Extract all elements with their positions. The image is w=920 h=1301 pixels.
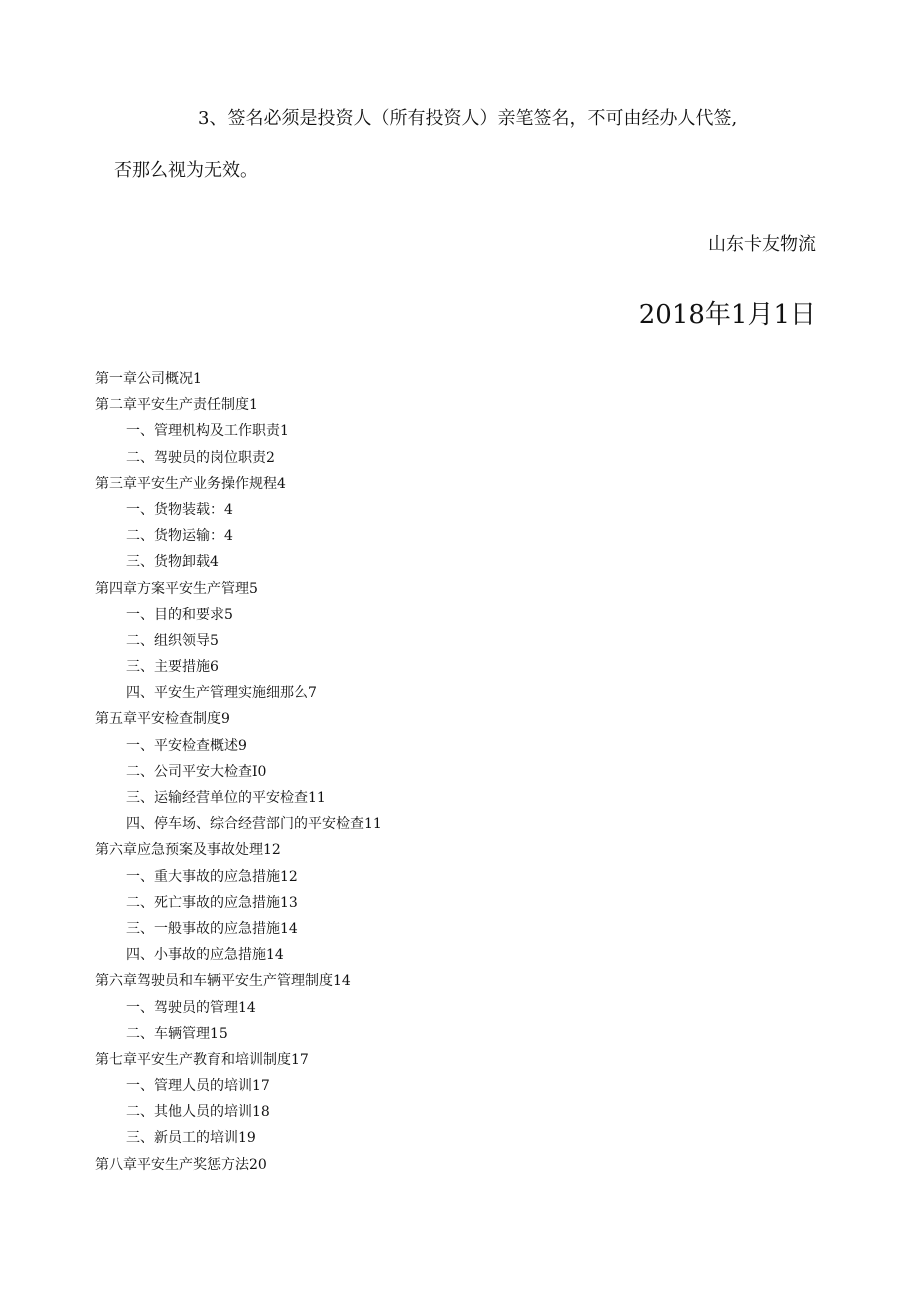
toc-section-entry: 三、一般事故的应急措施14 xyxy=(126,920,298,937)
toc-chapter-entry: 第六章驾驶员和车辆平安生产管理制度14 xyxy=(95,973,351,990)
toc-section-entry: 三、主要措施6 xyxy=(126,659,219,676)
toc-section-entry: 一、平安检查概述9 xyxy=(126,737,247,754)
toc-section-entry: 二、货物运输：4 xyxy=(126,528,233,545)
toc-section-entry: 三、货物卸载4 xyxy=(126,554,219,571)
signature-date: 2018年1月1日 xyxy=(638,300,816,330)
toc-section-entry: 四、小事故的应急措施14 xyxy=(126,947,284,964)
toc-section-entry: 二、其他人员的培训18 xyxy=(126,1104,270,1121)
toc-section-entry: 四、停车场、综合经营部门的平安检查11 xyxy=(126,816,382,833)
toc-chapter-entry: 第一章公司概况1 xyxy=(95,371,202,387)
toc-chapter-entry: 第八章平安生产奖惩方法20 xyxy=(95,1156,267,1173)
table-of-contents xyxy=(95,366,382,1178)
toc-section-entry: 三、新员工的培训19 xyxy=(126,1130,256,1147)
toc-section-entry: 四、平安生产管理实施细那么7 xyxy=(126,685,317,702)
toc-chapter-entry: 第二章平安生产责任制度1 xyxy=(95,397,258,414)
toc-section-entry: 一、目的和要求5 xyxy=(126,606,233,623)
signature-company: 山东卡友物流 xyxy=(708,234,816,255)
toc-section-entry: 二、公司平安大检查I0 xyxy=(126,763,267,780)
toc-section-entry: 一、管理人员的培训17 xyxy=(126,1078,270,1095)
toc-chapter-entry: 第三章平安生产业务操作规程4 xyxy=(95,475,286,492)
toc-chapter-entry: 第七章平安生产教育和培训制度17 xyxy=(95,1051,309,1068)
toc-section-entry: 二、死亡事故的应急措施13 xyxy=(126,894,298,911)
toc-section-entry: 一、重大事故的应急措施12 xyxy=(126,868,298,885)
toc-section-entry: 一、货物装载：4 xyxy=(126,501,233,518)
toc-chapter-entry: 第六章应急预案及事故处理12 xyxy=(95,842,281,859)
toc-section-entry: 二、驾驶员的岗位职责2 xyxy=(126,449,275,466)
notice-paragraph-line2: 否那么视为无效。 xyxy=(114,160,258,181)
toc-chapter-entry: 第四章方案平安生产管理5 xyxy=(95,580,258,597)
toc-section-entry: 二、车辆管理15 xyxy=(126,1025,228,1042)
toc-section-entry: 三、运输经营单位的平安检查11 xyxy=(126,790,326,806)
toc-section-entry: 一、管理机构及工作职责1 xyxy=(126,423,289,440)
toc-section-entry: 二、组织领导5 xyxy=(126,632,219,649)
toc-chapter-entry: 第五章平安检查制度9 xyxy=(95,711,230,728)
notice-paragraph-line1: 3、签名必须是投资人（所有投资人）亲笔签名，不可由经办人代签, xyxy=(198,108,738,129)
toc-section-entry: 一、驾驶员的管理14 xyxy=(126,999,256,1016)
